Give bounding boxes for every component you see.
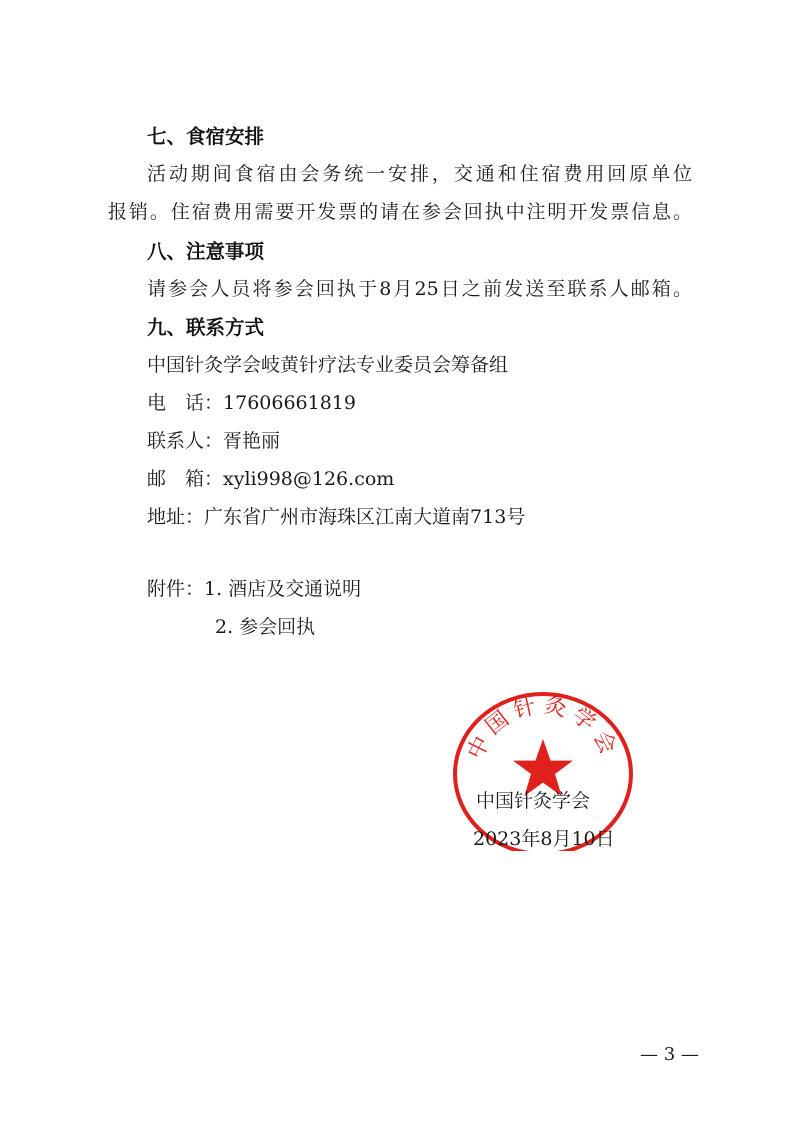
contact-address-row bbox=[147, 508, 525, 527]
paragraph-line: 请参会人员将参会回执于8月25日之前发送至联系人邮箱。 bbox=[147, 278, 692, 300]
attachments-label: 附件： bbox=[147, 578, 205, 600]
contact-address-value: 广东省广州市海珠区江南大道南713号 bbox=[204, 506, 526, 528]
contact-phone-row bbox=[147, 394, 356, 413]
signature-date: 2023年8月10日 bbox=[473, 828, 615, 850]
signature-organization: 中国针灸学会 bbox=[476, 790, 591, 812]
section-heading-contact: 九、联系方式 bbox=[147, 316, 265, 339]
contact-person-label: 联系人： bbox=[147, 430, 224, 452]
contact-person-row bbox=[147, 432, 280, 451]
contact-address-label: 地址： bbox=[147, 506, 205, 528]
attachment-item-2: 2. 参会回执 bbox=[215, 616, 316, 638]
section-heading-notes: 八、注意事项 bbox=[147, 240, 265, 263]
contact-email-value: xyli998@126.com bbox=[223, 468, 395, 490]
page-number: — 3 — bbox=[640, 1044, 699, 1065]
contact-organization: 中国针灸学会岐黄针疗法专业委员会筹备组 bbox=[147, 354, 509, 376]
section-heading-food: 七、食宿安排 bbox=[147, 125, 265, 148]
paragraph-line: 活动期间食宿由会务统一安排，交通和住宿费用回原单位 bbox=[147, 163, 692, 185]
seal-star-icon bbox=[513, 739, 573, 796]
official-seal bbox=[448, 681, 638, 851]
paragraph-line: 报销。住宿费用需要开发票的请在参会回执中注明开发票信息。 bbox=[108, 201, 692, 223]
contact-email-label: 邮 箱： bbox=[147, 468, 224, 490]
contact-phone-label: 电 话： bbox=[147, 392, 224, 414]
contact-phone-value: 17606661819 bbox=[223, 392, 356, 414]
contact-email-row bbox=[147, 470, 394, 489]
attachments-row bbox=[147, 580, 361, 599]
seal-text: 中国针灸学会 bbox=[463, 692, 623, 764]
attachment-item-1: 1. 酒店及交通说明 bbox=[204, 578, 362, 600]
contact-person-value: 胥艳丽 bbox=[223, 430, 281, 452]
